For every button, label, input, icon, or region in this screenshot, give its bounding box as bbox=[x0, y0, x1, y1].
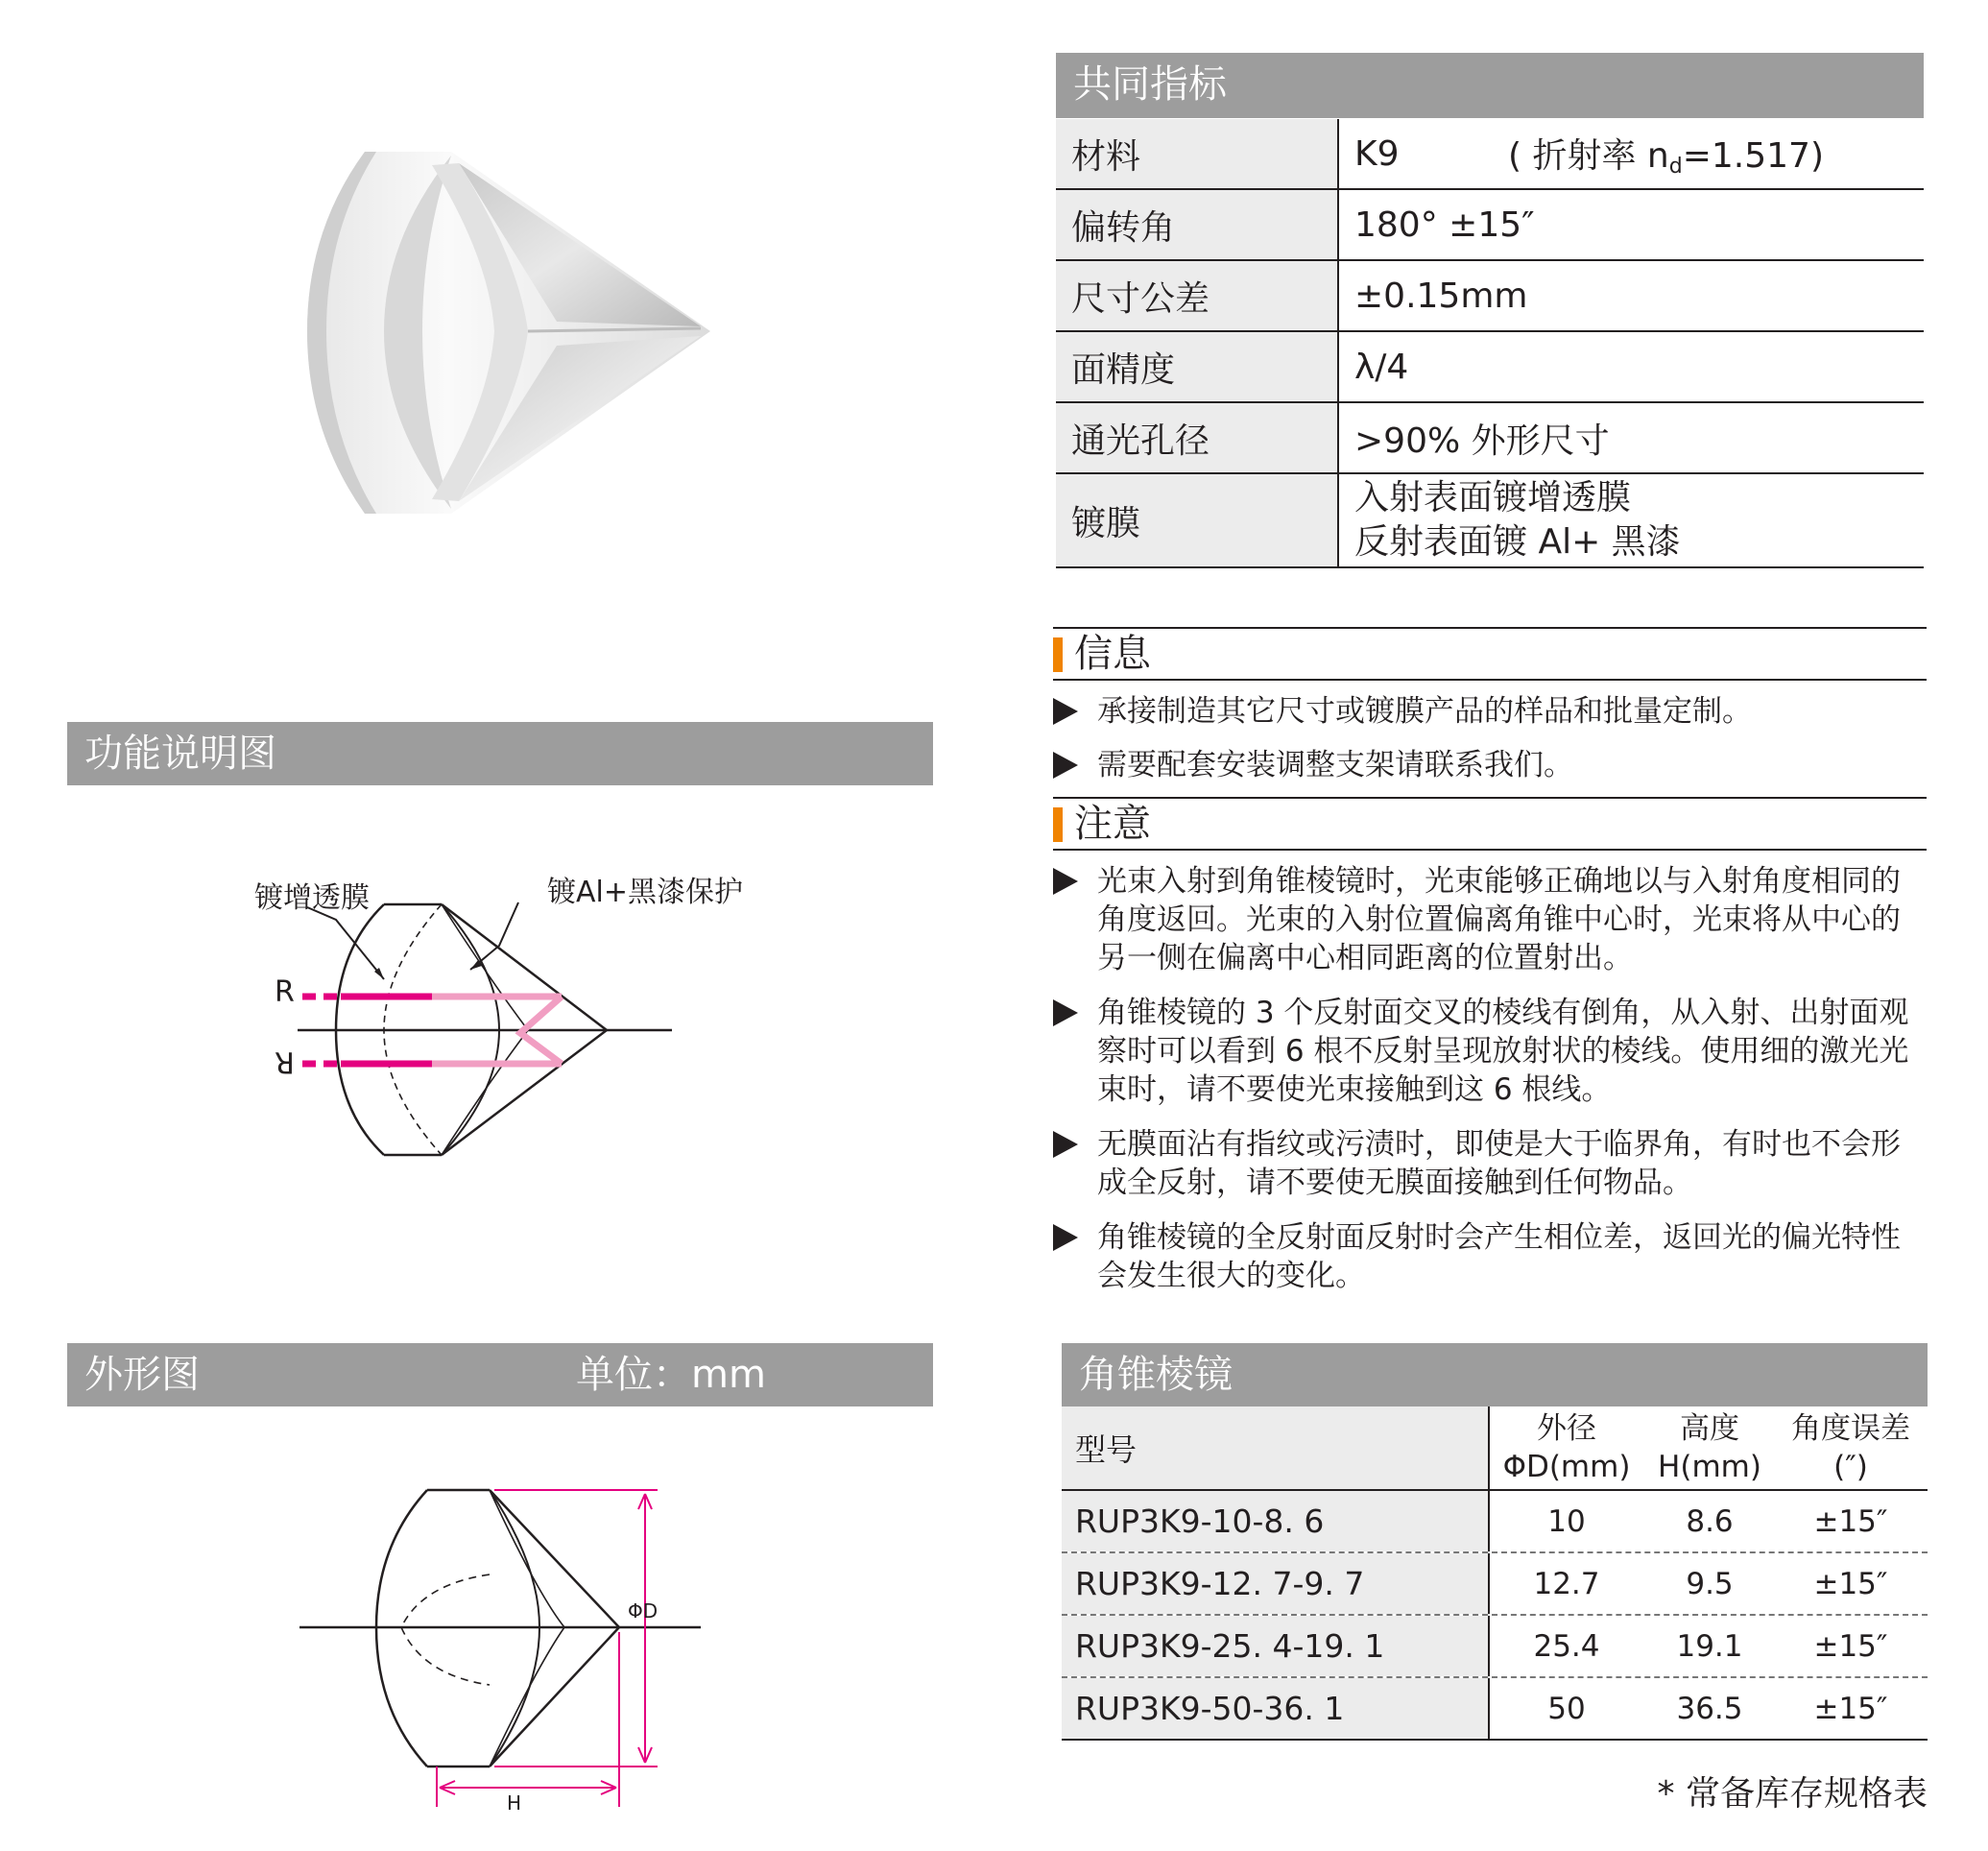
product-table bbox=[1062, 1406, 1928, 1741]
note-item bbox=[1053, 994, 1927, 1109]
bullet-triangle-icon bbox=[1053, 698, 1078, 725]
col-ang-line2: (″) bbox=[1833, 1450, 1868, 1484]
col-od-line2: ΦD(mm) bbox=[1502, 1450, 1631, 1484]
beam-label-in: R bbox=[275, 975, 295, 1009]
beam-label-out: R bbox=[275, 1045, 295, 1078]
outline-header bbox=[67, 1343, 933, 1406]
od-cell: 50 bbox=[1547, 1691, 1586, 1726]
spec-label: 面精度 bbox=[1056, 332, 1339, 401]
stock-footnote: * 常备库存规格表 bbox=[1657, 1774, 1928, 1814]
refractive-prefix: ( 折射率 n bbox=[1508, 136, 1669, 176]
outline-unit: 单位：mm bbox=[576, 1353, 766, 1397]
height-cell: 19.1 bbox=[1676, 1628, 1743, 1664]
spec-row-deviation bbox=[1056, 190, 1924, 261]
bullet-triangle-icon bbox=[1053, 868, 1078, 895]
angle-cell: ±15″ bbox=[1813, 1691, 1888, 1726]
info-heading bbox=[1053, 627, 1927, 681]
bullet-triangle-icon bbox=[1053, 752, 1078, 779]
col-height bbox=[1643, 1406, 1776, 1489]
notes-title: 注意 bbox=[1074, 802, 1151, 846]
dimension-od-label: ΦD bbox=[628, 1599, 659, 1623]
coating-line-1: 入射表面镀增透膜 bbox=[1354, 478, 1632, 517]
product-table-header bbox=[1062, 1406, 1928, 1491]
spec-table bbox=[1056, 119, 1924, 568]
angle-cell: ±15″ bbox=[1813, 1503, 1888, 1539]
col-od bbox=[1490, 1406, 1643, 1489]
accent-mark bbox=[1053, 637, 1063, 672]
col-angle bbox=[1776, 1406, 1926, 1489]
specs-header: 共同指标 bbox=[1056, 53, 1924, 118]
col-model: 型号 bbox=[1062, 1406, 1490, 1489]
note-item bbox=[1053, 1125, 1927, 1202]
spec-row-flatness bbox=[1056, 332, 1924, 403]
spec-value: >90% 外形尺寸 bbox=[1354, 421, 1610, 461]
info-text: 承接制造其它尺寸或镀膜产品的样品和批量定制。 bbox=[1097, 694, 1752, 729]
spec-label: 偏转角 bbox=[1056, 190, 1339, 259]
notes-heading bbox=[1053, 797, 1927, 851]
spec-label: 通光孔径 bbox=[1056, 403, 1339, 472]
ar-coating-label: 镀增透膜 bbox=[254, 881, 370, 915]
spec-row-coating bbox=[1056, 474, 1924, 568]
col-od-line1: 外径 bbox=[1537, 1411, 1596, 1446]
col-h-line1: 高度 bbox=[1680, 1411, 1739, 1446]
refractive-index bbox=[1508, 129, 1824, 179]
products-header: 角锥棱镜 bbox=[1062, 1343, 1928, 1406]
model-cell: RUP3K9-50-36. 1 bbox=[1062, 1678, 1490, 1739]
note-item bbox=[1053, 862, 1927, 977]
height-cell: 36.5 bbox=[1676, 1691, 1743, 1726]
coating-line-2: 反射表面镀 Al+ 黑漆 bbox=[1354, 522, 1681, 562]
note-text: 角锥棱镜的全反射面反射时会产生相位差，返回光的偏光特性会发生很大的变化。 bbox=[1097, 1220, 1901, 1293]
bullet-triangle-icon bbox=[1053, 1224, 1078, 1251]
spec-value bbox=[1339, 474, 1924, 566]
refractive-suffix: =1.517) bbox=[1682, 136, 1824, 176]
info-text: 需要配套安装调整支架请联系我们。 bbox=[1097, 748, 1573, 782]
accent-mark bbox=[1053, 807, 1063, 842]
spec-row-material bbox=[1056, 119, 1924, 190]
material-value: K9 bbox=[1354, 133, 1400, 174]
spec-value bbox=[1339, 119, 1924, 188]
angle-cell: ±15″ bbox=[1813, 1566, 1888, 1601]
note-text: 角锥棱镜的 3 个反射面交叉的棱线有倒角，从入射、出射面观察时可以看到 6 根不反射呈现放射状的棱线。使用细的激光光束时，请不要使光束接触到这 6 根线。 bbox=[1097, 996, 1909, 1107]
table-row bbox=[1062, 1678, 1928, 1741]
spec-value: 180° ±15″ bbox=[1354, 204, 1535, 245]
info-item bbox=[1053, 692, 1927, 731]
spec-value: λ/4 bbox=[1354, 347, 1409, 387]
function-diagram-header: 功能说明图 bbox=[67, 722, 933, 785]
bullet-triangle-icon bbox=[1053, 999, 1078, 1026]
outline-title: 外形图 bbox=[84, 1353, 200, 1397]
model-cell: RUP3K9-12. 7-9. 7 bbox=[1062, 1553, 1490, 1614]
od-cell: 25.4 bbox=[1533, 1628, 1600, 1664]
info-title: 信息 bbox=[1074, 632, 1151, 676]
model-cell: RUP3K9-25. 4-19. 1 bbox=[1062, 1616, 1490, 1676]
spec-row-aperture bbox=[1056, 403, 1924, 474]
note-item bbox=[1053, 1218, 1927, 1295]
table-row bbox=[1062, 1616, 1928, 1678]
note-text: 光束入射到角锥棱镜时，光束能够正确地以与入射角度相同的角度返回。光束的入射位置偏离角锥中心时，光束将从中心的另一侧在偏离中心相同距离的位置射出。 bbox=[1097, 864, 1901, 975]
angle-cell: ±15″ bbox=[1813, 1628, 1888, 1664]
col-ang-line1: 角度误差 bbox=[1791, 1411, 1910, 1446]
od-cell: 12.7 bbox=[1533, 1566, 1600, 1601]
bullet-triangle-icon bbox=[1053, 1131, 1078, 1158]
outline-drawing bbox=[288, 1469, 739, 1815]
spec-label: 尺寸公差 bbox=[1056, 261, 1339, 330]
spec-label: 镀膜 bbox=[1056, 474, 1339, 566]
height-cell: 8.6 bbox=[1686, 1503, 1734, 1539]
refractive-sub: d bbox=[1668, 155, 1683, 179]
height-cell: 9.5 bbox=[1686, 1566, 1734, 1601]
od-cell: 10 bbox=[1547, 1503, 1586, 1539]
info-item bbox=[1053, 746, 1927, 784]
model-cell: RUP3K9-10-8. 6 bbox=[1062, 1491, 1490, 1551]
spec-row-tolerance bbox=[1056, 261, 1924, 332]
spec-label: 材料 bbox=[1056, 119, 1339, 188]
table-row bbox=[1062, 1553, 1928, 1616]
col-h-line2: H(mm) bbox=[1658, 1450, 1761, 1484]
al-coating-label: 镀Al+黑漆保护 bbox=[547, 876, 743, 909]
dimension-h-label: H bbox=[507, 1791, 522, 1815]
product-photo bbox=[298, 144, 749, 528]
table-row bbox=[1062, 1491, 1928, 1553]
note-text: 无膜面沾有指纹或污渍时，即使是大于临界角，有时也不会形成全反射，请不要使无膜面接触到任何物品。 bbox=[1097, 1127, 1901, 1200]
spec-value: ±0.15mm bbox=[1354, 276, 1528, 316]
